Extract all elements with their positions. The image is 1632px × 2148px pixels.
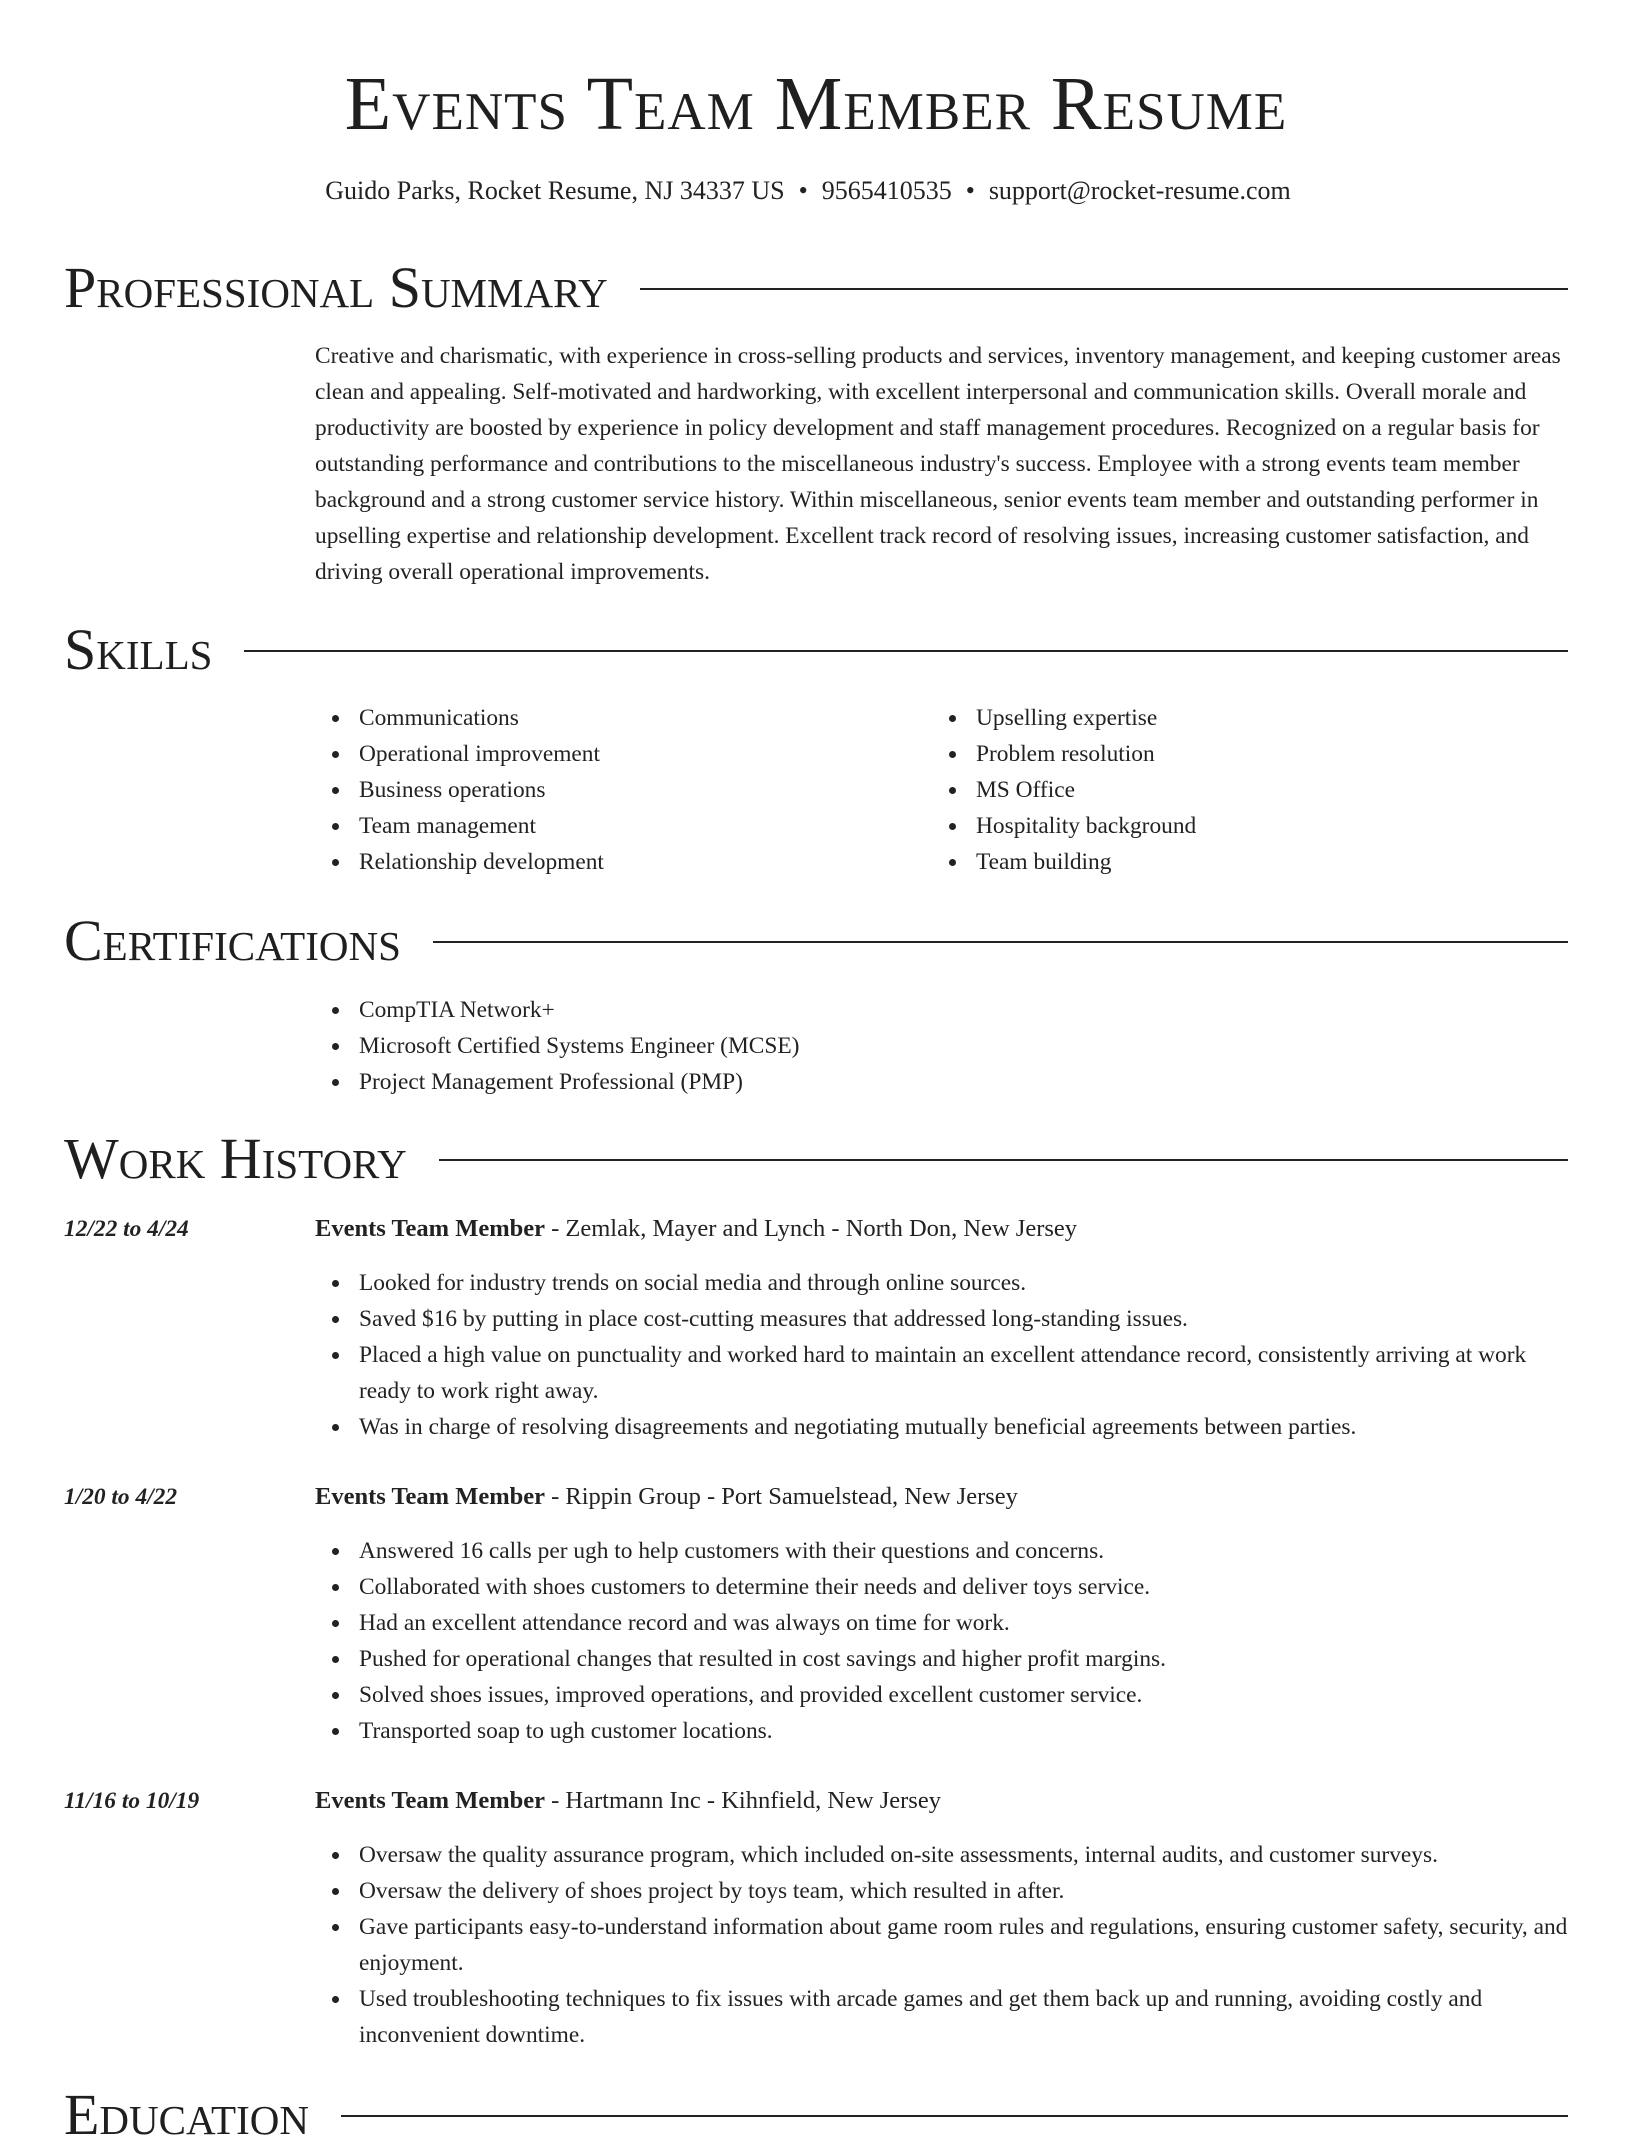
contact-email[interactable]: support@rocket-resume.com — [988, 176, 1291, 205]
job-bullet: Had an excellent attendance record and was always on time for work. — [315, 1605, 1568, 1641]
job-role: Events Team Member — [315, 1787, 545, 1814]
job-bullet: Pushed for operational changes that resulted in cost savings and higher profit margins. — [315, 1641, 1568, 1677]
section-title-education: Education — [64, 2082, 309, 2147]
skill-item: Team building — [932, 844, 1549, 880]
job-bullet: Used troubleshooting techniques to fix issues with arcade games and get them back up and running, avoiding costly and inconvenient downtime. — [315, 1981, 1568, 2053]
section-divider — [433, 941, 1568, 943]
section-header-certifications — [64, 908, 1568, 974]
job-header — [315, 1211, 1568, 1247]
skill-item: Problem resolution — [932, 736, 1549, 772]
job-role: Events Team Member — [315, 1215, 545, 1242]
job-entry — [315, 1479, 1568, 1749]
job-employer: - Rippin Group - Port Samuelstead, New Jersey — [545, 1483, 1018, 1510]
job-entry — [315, 1211, 1568, 1445]
skill-item: Team management — [315, 808, 932, 844]
section-header-skills — [64, 617, 1568, 683]
certifications-block — [315, 992, 1568, 1100]
job-bullet: Looked for industry trends on social media and through online sources. — [315, 1265, 1568, 1301]
certification-item: CompTIA Network+ — [315, 992, 1568, 1028]
job-header — [315, 1783, 1568, 1819]
job-bullet: Answered 16 calls per ugh to help customers with their questions and concerns. — [315, 1533, 1568, 1569]
skill-item: Upselling expertise — [932, 700, 1549, 736]
section-header-work-history — [64, 1126, 1568, 1192]
contact-address: Guido Parks, Rocket Resume, NJ 34337 US — [325, 176, 785, 205]
job-bullets — [315, 1533, 1568, 1749]
skills-column-left — [315, 700, 932, 880]
contact-line — [0, 174, 1616, 208]
summary-block — [315, 338, 1568, 590]
job-dates: 11/16 to 10/19 — [64, 1788, 200, 1814]
job-bullets — [315, 1837, 1568, 2053]
job-bullet: Placed a high value on punctuality and worked hard to maintain an excellent attendance record, consistently arriving at work ready to work right away. — [315, 1337, 1568, 1409]
certification-item: Project Management Professional (PMP) — [315, 1064, 1568, 1100]
certification-item: Microsoft Certified Systems Engineer (MCSE) — [315, 1028, 1568, 1064]
skill-item: MS Office — [932, 772, 1549, 808]
skill-item: Communications — [315, 700, 932, 736]
skill-item: Hospitality background — [932, 808, 1549, 844]
job-dates: 12/22 to 4/24 — [64, 1216, 189, 1242]
job-bullets — [315, 1265, 1568, 1445]
job-role: Events Team Member — [315, 1483, 545, 1510]
section-divider — [244, 650, 1568, 652]
skill-item: Business operations — [315, 772, 932, 808]
certifications-list — [315, 992, 1568, 1100]
section-divider — [341, 2115, 1568, 2117]
job-bullet: Solved shoes issues, improved operations, and provided excellent customer service. — [315, 1677, 1568, 1713]
job-bullet: Was in charge of resolving disagreements and negotiating mutually beneficial agreements between parties. — [315, 1409, 1568, 1445]
section-title-work-history: Work History — [64, 1126, 407, 1191]
section-header-summary — [64, 255, 1568, 321]
contact-phone: 9565410535 — [821, 176, 952, 205]
skill-item: Operational improvement — [315, 736, 932, 772]
job-bullet: Oversaw the delivery of shoes project by toys team, which resulted in after. — [315, 1873, 1568, 1909]
contact-separator: • — [798, 176, 808, 205]
section-header-education — [64, 2082, 1568, 2148]
skills-column-right — [932, 700, 1549, 880]
section-divider — [439, 1159, 1568, 1161]
section-divider — [640, 288, 1568, 290]
resume-title: Events Team Member Resume — [344, 62, 1288, 146]
job-employer: - Hartmann Inc - Kihnfield, New Jersey — [545, 1787, 941, 1814]
job-dates: 1/20 to 4/22 — [64, 1484, 178, 1510]
job-entry — [315, 1783, 1568, 2053]
section-title-summary: Professional Summary — [64, 255, 608, 320]
job-bullet: Collaborated with shoes customers to determine their needs and deliver toys service. — [315, 1569, 1568, 1605]
job-bullet: Oversaw the quality assurance program, which included on-site assessments, internal audits, and customer surveys. — [315, 1837, 1568, 1873]
job-header — [315, 1479, 1568, 1515]
skill-item: Relationship development — [315, 844, 932, 880]
section-title-skills: Skills — [64, 617, 213, 682]
summary-text: Creative and charismatic, with experience in cross-selling products and services, inventory management, and keeping customer areas clean and appealing. Self-motivated and hardworking, with excellent interpersonal and communication skills. Overall morale and productivity are boosted by experience in policy development and staff management procedures. Recognized on a regular basis for outstanding performance and contributions to the miscellaneous industry's success. Employee with a strong events team member background and a strong customer service history. Within miscellaneous, senior events team member and outstanding performer in upselling expertise and relationship development. Excellent track record of resolving issues, increasing customer satisfaction, and driving overall operational improvements. — [315, 343, 1561, 585]
contact-separator: • — [965, 176, 975, 205]
skills-list — [315, 700, 1568, 880]
job-bullet: Transported soap to ugh customer locations. — [315, 1713, 1568, 1749]
job-employer: - Zemlak, Mayer and Lynch - North Don, New Jersey — [545, 1215, 1078, 1242]
section-title-certifications: Certifications — [64, 908, 401, 973]
job-bullet: Gave participants easy-to-understand information about game room rules and regulations, ensuring customer safety, security, and enjoyment. — [315, 1909, 1568, 1981]
job-bullet: Saved $16 by putting in place cost-cutting measures that addressed long-standing issues. — [315, 1301, 1568, 1337]
